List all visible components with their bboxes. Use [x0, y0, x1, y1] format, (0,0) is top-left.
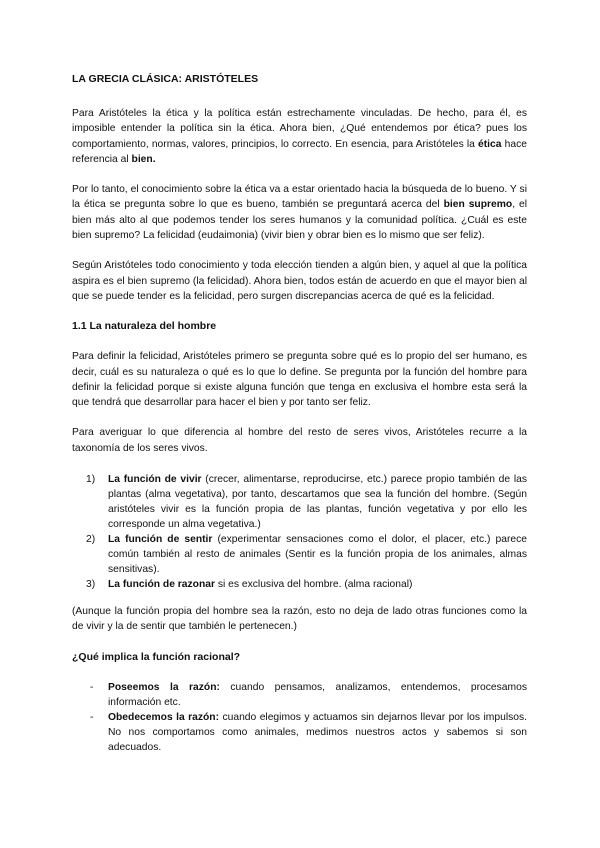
list-item-bold: La función de vivir [108, 474, 202, 486]
paragraph-nota: (Aunque la función propia del hombre sea la razón, esto no deja de lado otras funciones como la de vivir y la de sentir que también le pertenecen.) [72, 606, 527, 633]
paragraph-text: hace referencia al [72, 138, 527, 165]
section-title-naturaleza: 1.1 La naturaleza del hombre [72, 320, 217, 333]
list-number: 1) [86, 474, 96, 486]
paragraph-taxonomia: Para averiguar lo que diferencia al hombre del resto de seres vivos, Aristóteles recurre a la taxonomía de los seres vivos. [72, 427, 527, 454]
numbered-list-funciones [72, 472, 527, 592]
list-item-text: (experimentar sensaciones como el dolor, el placer, etc.) parece común también al resto de animales (Sentir es la función propia de los animales, almas sensitivas). [108, 534, 527, 576]
paragraph-funcion-hombre: Para definir la felicidad, Aristóteles primero se pregunta sobre qué es lo propio del ser humano, es decir, cuál es su naturaleza o qué es lo que lo define. Se pregunta por la función del hombre para definir la felicidad porque si existe alguna función que tenga en exclusiva el hombre esta será la que tendrá que desarrollar para hacer el bien y por tanto ser feliz. [72, 351, 527, 409]
paragraph-felicidad: Según Aristóteles todo conocimiento y toda elección tienden a algún bien, y aquel al que la política aspira es el bien supremo (la felicidad). Ahora bien, todos están de acuerdo en que el mayor bien al que se puede tender es la felicidad, pero surgen discrepancias acerca de qué es la felicidad. [72, 260, 527, 302]
section-title-funcion-racional: ¿Qué implica la función racional? [72, 650, 241, 663]
paragraph-text: Para Aristóteles la ética y la política están estrechamente vinculadas. De hecho, para él, es imposible entender la política sin la ética. Ahora bien, ¿Qué entendemos por ética? pues los comportamiento, normas, valores, principios, lo correcto. En esencia, para Aristóteles la [72, 108, 527, 150]
list-item-text: cuando pensamos, analizamos, entendemos, procesamos información etc. [108, 681, 527, 708]
list-item [86, 577, 527, 592]
dash-bullet: - [90, 711, 94, 723]
list-item [90, 680, 527, 710]
bold-term-bien-supremo: bien supremo [443, 199, 513, 211]
list-item-bold: Poseemos la razón: [108, 681, 220, 693]
document-title: LA GRECIA CLÁSICA: ARISTÓTELES [72, 73, 259, 85]
paragraph-intro [72, 106, 527, 167]
bold-term-etica: ética [478, 138, 502, 150]
list-item-bold: La función de sentir [108, 534, 213, 546]
list-item-text: (crecer, alimentarse, reproducirse, etc.) parece propio también de las plantas (alma vegetativa), por tanto, descartamos que sea la función del hombre. (Según aristóteles vivir es la función propia de las plantas, función vegetativa y por ello les corresponde un alma vegetativa.) [108, 474, 527, 531]
list-item [86, 472, 527, 532]
list-item [90, 710, 527, 755]
list-number: 3) [86, 579, 96, 591]
list-item-text: cuando elegimos y actuamos sin dejarnos llevar por los impulsos. No nos comportamos como animales, medimos nuestros actos y sabemos si son adecuados. [108, 711, 527, 753]
bold-term-bien: bien. [131, 153, 156, 165]
list-item [86, 532, 527, 577]
list-item-bold: La función de razonar [108, 579, 215, 591]
dash-bullet: - [90, 681, 94, 693]
paragraph-text: Por lo tanto, el conocimiento sobre la ética va a estar orientado hacia la búsqueda de lo bueno. Y si la ética se pregunta sobre lo que es bueno, también se preguntará acerca del [72, 184, 527, 211]
list-item-bold: Obedecemos la razón: [108, 711, 220, 723]
document-page [72, 60, 527, 755]
paragraph-text: , el bien más alto al que podemos tender los seres humanos y la comunidad política. ¿Cuál es este bien supremo? La felicidad (eudaimonia) (vivir bien y obrar bien es lo mismo que ser feliz). [72, 199, 527, 242]
dash-list-razon [72, 680, 527, 755]
paragraph-bien-supremo [72, 182, 527, 243]
list-number: 2) [86, 534, 96, 546]
list-item-text: si es exclusiva del hombre. (alma racional) [215, 579, 413, 591]
